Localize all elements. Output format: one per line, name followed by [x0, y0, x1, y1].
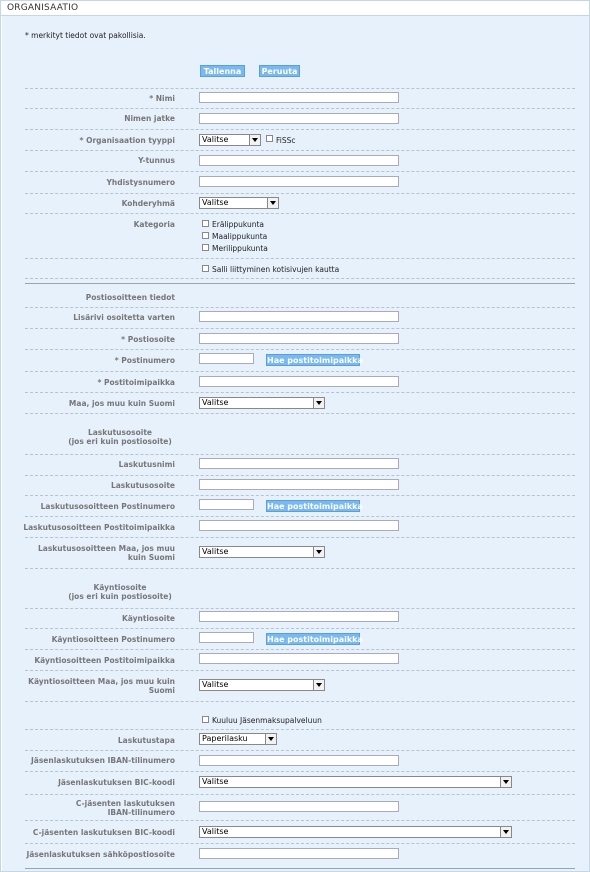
org-type-select[interactable] — [199, 134, 261, 146]
row-extra-line — [25, 308, 575, 329]
label-assoc-no: Yhdistysnumero — [106, 178, 175, 187]
row-visit-addr — [25, 609, 575, 629]
label-member-iban: Jäsenlaskutuksen IBAN-tilinumero — [30, 756, 175, 765]
row-visit-no — [25, 629, 575, 650]
bottom-separator — [25, 868, 575, 869]
category-era-label: Erälippukunta — [212, 220, 265, 229]
bill-addr-input[interactable] — [199, 479, 399, 490]
member-bic-value: Valitse — [202, 777, 229, 786]
row-member-service — [25, 708, 575, 730]
chevron-down-icon — [267, 198, 278, 208]
assoc-no-input[interactable] — [199, 176, 399, 187]
row-country — [25, 393, 575, 414]
post-city-input[interactable] — [199, 376, 399, 387]
country-value: Valitse — [202, 398, 229, 407]
post-addr-input[interactable] — [199, 333, 399, 344]
label-y-tunnus: Y-tunnus — [138, 156, 175, 165]
row-target-group — [25, 194, 575, 214]
row-category — [25, 214, 575, 259]
target-group-select[interactable] — [199, 197, 279, 209]
label-visit-country: Käyntiosoitteen Maa, jos muu kuin Suomi — [28, 677, 175, 695]
visit-section-heading: Käyntiosoite (jos eri kuin postiosoite) — [68, 583, 172, 601]
row-member-email — [25, 844, 575, 865]
label-member-bic: Jäsenlaskutuksen BIC-koodi — [58, 778, 175, 787]
c-iban-input[interactable] — [199, 801, 399, 812]
row-bill-city — [25, 517, 575, 538]
country-select[interactable] — [199, 397, 325, 409]
label-name: * Nimi — [149, 94, 175, 103]
label-visit-no: Käyntiosoitteen Postinumero — [51, 635, 175, 644]
label-visit-city: Käyntiosoitteen Postitoimipaikka — [34, 656, 175, 665]
label-c-iban: C-jäsenten laskutuksen IBAN-tilinumero — [75, 799, 175, 817]
row-post-no — [25, 350, 575, 372]
billing-method-value: Paperilasku — [202, 734, 248, 743]
row-name — [25, 89, 575, 109]
label-bill-country: Laskutusosoitteen Maa, jos muu kuin Suomi — [38, 544, 175, 562]
org-type-value: Valitse — [202, 135, 229, 144]
c-bic-select[interactable] — [199, 826, 512, 838]
row-member-iban — [25, 751, 575, 772]
row-bill-name — [25, 455, 575, 476]
required-note: * merkityt tiedot ovat pakollisia. — [25, 31, 146, 40]
y-tunnus-input[interactable] — [199, 155, 399, 166]
label-bill-no: Laskutusosoitteen Postinumero — [40, 502, 175, 511]
row-allow-join — [25, 259, 575, 279]
label-bill-city: Laskutusosoitteen Postitoimipaikka — [23, 523, 175, 532]
chevron-down-icon — [313, 547, 324, 557]
row-y-tunnus — [25, 151, 575, 172]
visit-city-input[interactable] — [199, 653, 399, 664]
visit-addr-input[interactable] — [199, 611, 399, 622]
chevron-down-icon — [500, 827, 511, 837]
page-title: ORGANISAATIO — [7, 3, 79, 13]
label-category: Kategoria — [133, 220, 175, 229]
row-org-type — [25, 130, 575, 151]
bill-no-input[interactable] — [199, 499, 254, 510]
category-maa-checkbox[interactable] — [202, 232, 209, 239]
chevron-down-icon — [265, 734, 276, 744]
chevron-down-icon — [500, 777, 511, 787]
extra-line-input[interactable] — [199, 311, 399, 322]
fissc-label: FiSSc — [276, 136, 296, 145]
member-bic-select[interactable] — [199, 776, 512, 788]
row-c-bic — [25, 821, 575, 844]
row-c-iban — [25, 795, 575, 821]
row-bill-addr — [25, 476, 575, 496]
row-assoc-no — [25, 172, 575, 194]
row-name-cont — [25, 109, 575, 130]
chevron-down-icon — [313, 680, 324, 690]
label-billing-method: Laskutustapa — [117, 736, 175, 745]
post-section-heading: Postiosoitteen tiedot — [85, 293, 175, 302]
bill-country-select[interactable] — [199, 546, 325, 558]
allow-join-checkbox[interactable] — [202, 265, 209, 272]
category-meri-checkbox[interactable] — [202, 244, 209, 251]
visit-country-value: Valitse — [202, 680, 229, 689]
row-post-city — [25, 372, 575, 393]
row-visit-city — [25, 650, 575, 671]
label-visit-addr: Käyntiosoite — [121, 614, 175, 623]
billing-method-select[interactable] — [199, 733, 277, 745]
row-divider — [25, 78, 575, 89]
post-no-input[interactable] — [199, 353, 254, 364]
category-maa-label: Maalippukunta — [212, 232, 268, 241]
allow-join-label: Salli liittyminen kotisivujen kautta — [212, 265, 340, 274]
bill-country-value: Valitse — [202, 547, 229, 556]
label-member-email: Jäsenlaskutuksen sähköpostiosoite — [26, 850, 175, 859]
name-cont-input[interactable] — [199, 113, 399, 124]
label-org-type: * Organisaation tyyppi — [79, 136, 175, 145]
chevron-down-icon — [249, 135, 260, 145]
name-input[interactable] — [199, 92, 399, 103]
label-bill-name: Laskutusnimi — [118, 460, 175, 469]
visit-lookup-button[interactable]: Hae postitoimipaikka — [267, 635, 363, 644]
row-post-addr — [25, 329, 575, 350]
bill-section-heading: Laskutusosoite (jos eri kuin postiosoite) — [68, 428, 172, 446]
fissc-checkbox[interactable] — [266, 135, 273, 142]
label-bill-addr: Laskutusosoite — [110, 481, 175, 490]
row-bill-no — [25, 496, 575, 517]
label-target-group: Kohderyhmä — [121, 199, 175, 208]
label-post-city: * Postitoimipaikka — [97, 378, 175, 387]
bill-city-input[interactable] — [199, 520, 399, 531]
category-meri-label: Merilippukunta — [212, 244, 268, 253]
label-extra-line: Lisärivi osoitetta varten — [73, 313, 175, 322]
label-c-bic: C-jäsenten laskutuksen BIC-koodi — [32, 828, 175, 837]
post-lookup-button[interactable]: Hae postitoimipaikka — [267, 356, 363, 365]
target-group-value: Valitse — [202, 198, 229, 207]
row-visit-section — [25, 569, 575, 609]
member-service-label: Kuuluu Jäsenmaksupalveluun — [212, 716, 322, 725]
title-bar — [1, 1, 589, 16]
row-bill-country — [25, 538, 575, 569]
member-email-input[interactable] — [199, 848, 399, 859]
chevron-down-icon — [313, 398, 324, 408]
row-post-section — [25, 285, 575, 308]
cancel-button[interactable]: Peruuta — [259, 65, 300, 77]
visit-country-select[interactable] — [199, 679, 325, 691]
row-member-bic — [25, 772, 575, 795]
visit-no-input[interactable] — [199, 632, 254, 643]
bill-lookup-button[interactable]: Hae postitoimipaikka — [267, 502, 363, 511]
row-billing-method — [25, 730, 575, 751]
label-country: Maa, jos muu kuin Suomi — [68, 399, 175, 408]
row-visit-country — [25, 671, 575, 702]
category-era-checkbox[interactable] — [202, 220, 209, 227]
row-bill-section — [25, 414, 575, 455]
save-button[interactable]: Tallenna — [200, 65, 245, 77]
c-bic-value: Valitse — [202, 827, 229, 836]
label-post-no: * Postinumero — [114, 356, 175, 365]
label-post-addr: * Postiosoite — [121, 335, 175, 344]
member-iban-input[interactable] — [199, 755, 399, 766]
label-name-cont: Nimen jatke — [124, 114, 175, 123]
section-separator — [25, 283, 575, 284]
member-service-checkbox[interactable] — [202, 716, 209, 723]
bill-name-input[interactable] — [199, 458, 399, 469]
